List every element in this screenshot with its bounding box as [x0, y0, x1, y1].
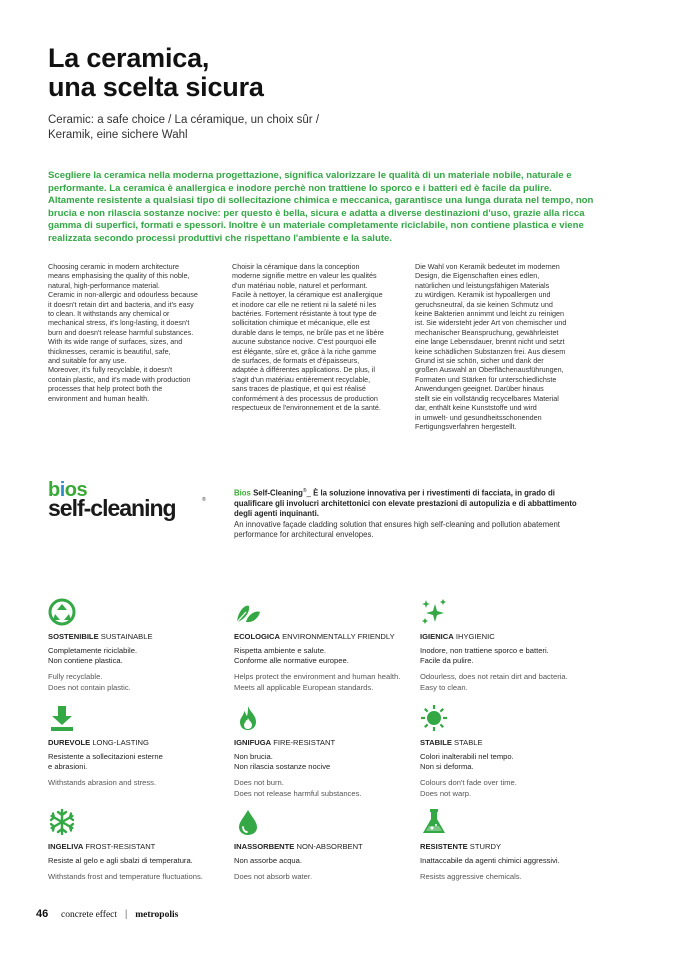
feature-line-it: Non si deforma. — [420, 762, 474, 772]
feature-title-it: SOSTENIBILE — [48, 632, 99, 641]
column-line: sans traces de plastique, et qui est réalisé — [232, 384, 366, 394]
feature-line-en: Does not warp. — [420, 788, 472, 798]
column-line: d'un matériau noble, naturel et performant. — [232, 280, 368, 290]
bios-description-en: An innovative façade cladding solution that ensures high self-cleaning and pollution abatement performance for architectural envelopes. — [234, 520, 560, 540]
magazine-name: concrete effect — [61, 910, 118, 920]
column-line: contain plastic, and it's made with production — [48, 374, 191, 384]
column-line: zu würdigen. Keramik ist hypoallergen und — [415, 290, 551, 300]
feature-line-en: Does not release harmful substances. — [234, 788, 362, 798]
title-line-2: una scelta sicura — [48, 72, 264, 102]
feature-line-it: Non rilascia sostanze nocive — [234, 762, 331, 772]
feature-text-en — [420, 872, 522, 882]
feature-title — [48, 632, 153, 641]
feature-line-it: Inattaccabile da agenti chimici aggressivi. — [420, 856, 560, 865]
column-line: in umwelt- und gesundheitsschonenden — [415, 412, 542, 422]
feature-text-it — [48, 752, 163, 772]
feature-title-it: STABILE — [420, 738, 452, 747]
recycle-icon — [48, 598, 76, 626]
column-line: natural, high-performance material. — [48, 280, 160, 290]
feature-text-en — [234, 672, 400, 692]
feature-title — [48, 738, 149, 747]
column-line: Formaten und Stärken für unterschiedlichste — [415, 374, 557, 384]
feature-line-en: Withstands abrasion and stress. — [48, 778, 157, 788]
column-line: natürlichen und leistungsfähigen Materials — [415, 280, 550, 290]
feature-line-en: Fully recyclable. — [48, 672, 103, 682]
column-line: aucune substance nocive. C'est pourquoi elle — [232, 337, 377, 347]
column-line: Fertigungsverfahren hergestellt. — [415, 421, 517, 431]
column-line: großen Auswahl an Oberflächenausführungen, — [415, 365, 564, 375]
column-line: respectueux de l'environnement et de la santé. — [232, 403, 381, 413]
column-line: Grund ist sie schön, sicher und dank der — [415, 356, 544, 366]
bios-product: Self-Cleaning — [253, 488, 303, 498]
subtitle-line-1: Ceramic: a safe choice / La céramique, un choix sûr / — [48, 114, 320, 126]
page-number: 46 — [36, 908, 49, 920]
feature-line-en: Does not burn. — [234, 778, 284, 788]
feature-text-it — [48, 646, 137, 666]
column-line: Design, die Eigenschaften eines edlen, — [415, 271, 540, 281]
feature-line-en: Withstands frost and temperature fluctuations. — [48, 872, 203, 882]
feature-line-it: Non contiene plastica. — [48, 656, 123, 666]
column-line: Moreover, it's fully recyclable, it doesn't — [48, 365, 173, 375]
feature-title — [420, 842, 501, 851]
column-line: Die Wahl von Keramik bedeutet im modernen — [415, 262, 560, 271]
feature-text-en — [48, 778, 156, 788]
subtitle — [48, 113, 378, 143]
feature-text-it — [48, 856, 193, 866]
column-line: bactéries. Fortement résistante à tout type de — [232, 309, 377, 319]
feature-line-en: Resists aggressive chemicals. — [420, 872, 522, 882]
column-line: and suitable for any use. — [48, 356, 127, 366]
feature-text-it — [420, 646, 549, 666]
feature-title-it: INASSORBENTE — [234, 842, 295, 851]
feature-text-en — [48, 672, 131, 692]
feature-title-en: STURDY — [467, 842, 502, 851]
feature-text-en — [420, 672, 568, 692]
column-line: conformément à des processus de production — [232, 393, 378, 403]
column-line: keine Bakterien annimmt und leicht zu reinigen — [415, 309, 565, 319]
feature-title-it: INGELIVA — [48, 842, 84, 851]
flask-icon — [420, 808, 448, 836]
column-line: it doesn't retain dirt and bacteria, and it's easy — [48, 299, 194, 309]
feature-line-en: Meets all applicable European standards. — [234, 682, 374, 692]
feature-text-it — [420, 856, 560, 866]
bios-description-text: È la soluzione innovativa per i rivestimenti di facciata, in grado di qualificare gli involucri architettonici con elevate prestazioni di autopulizia e di abbattimento degli agenti inquinanti. — [234, 488, 577, 518]
feature-title-en: FROST-RESISTANT — [83, 842, 156, 851]
feature-line-en: Odourless, does not retain dirt and bacteria. — [420, 672, 568, 682]
column-line: With its wide range of surfaces, sizes, and — [48, 337, 183, 347]
column-line: Ceramic in non-allergic and odourless because — [48, 290, 198, 300]
sparkle-icon — [420, 598, 448, 626]
feature-title-en: IHYGIENIC — [453, 632, 495, 641]
logo-self-cleaning: self-cleaning — [48, 495, 176, 521]
feature-title — [234, 842, 363, 851]
feature-title — [420, 632, 495, 641]
flame-icon — [234, 704, 262, 732]
feature-line-it: Resiste al gelo e agli sbalzi di temperatura. — [48, 856, 193, 865]
feature-title-it: ECOLOGICA — [234, 632, 280, 641]
column-line: mechanical stress, it's long-lasting, it doesn't — [48, 318, 190, 328]
column-line: dar, enthält keine Kunststoffe und wird — [415, 403, 537, 413]
feature-line-it: Resistente a sollecitazioni esterne — [48, 752, 163, 761]
leaves-icon — [234, 598, 262, 626]
bios-brand: Bios — [234, 488, 251, 498]
column-line: keine schädlichen Substanzen frei. Aus diesem — [415, 346, 566, 356]
feature-text-en — [234, 872, 312, 882]
footer-separator: | — [124, 909, 128, 920]
column-english — [48, 262, 220, 403]
sun-icon — [420, 704, 448, 732]
page-title — [48, 44, 264, 102]
column-line: adaptée à différentes applications. De plus, il — [232, 365, 375, 375]
column-line: mechanischer Beanspruchung, gewährleistet — [415, 327, 559, 337]
column-line: environment and human health. — [48, 393, 150, 403]
feature-line-it: Non brucia. — [234, 752, 273, 761]
bios-description-it: Bios Self-Cleaning®_ È la soluzione innovativa per i rivestimenti di facciata, in grado di qualificare gli involucri architettonici con elevate prestazioni di autopulizia e di abbattimento degli agenti inquinanti. — [234, 488, 577, 518]
column-line: ist. Sie widersteht jeder Art von chemischer und — [415, 318, 567, 328]
feature-text-it — [234, 856, 302, 866]
column-line: et inodore car elle ne retient ni la saleté ni les — [232, 299, 377, 309]
feature-title — [234, 738, 335, 747]
feature-title — [420, 738, 483, 747]
column-line: Choisir la céramique dans la conception — [232, 262, 360, 271]
bios-self-cleaning-logo — [48, 479, 208, 525]
feature-line-en: Colours don't fade over time. — [420, 778, 517, 788]
feature-line-it: e abrasioni. — [48, 762, 88, 772]
feature-line-en: Does not contain plastic. — [48, 682, 131, 692]
column-line: means emphasising the quality of this noble, — [48, 271, 190, 281]
feature-line-en: Does not absorb water. — [234, 872, 313, 882]
download-arrow-icon — [48, 704, 76, 732]
logo-bios: bios — [48, 479, 88, 501]
column-line: eine lange Lebensdauer, brennt nicht und setzt — [415, 337, 565, 347]
column-line: de surfaces, de formats et d'épaisseurs, — [232, 356, 360, 366]
feature-title — [234, 632, 395, 641]
feature-title-it: DUREVOLE — [48, 738, 91, 747]
feature-title — [48, 842, 155, 851]
column-line: moderne signifie mettre en valeur les qualités — [232, 271, 377, 281]
lead-paragraph: Scegliere la ceramica nella moderna progettazione, significa valorizzare le qualità di un materiale nobile, naturale e performante. La ceramica è anallergica e inodore perchè non trattiene lo sporco e i batteri ed è facile da pulire. Altamente resistente a qualsiasi tipo di sollecitazione chimica e meccanica, garantisce una lunga durata nel tempo, non brucia e non rilascia sostanze nocive: per questo è bella, sicura e adatta a diverse destinazioni d'uso, grazie alla ricca gamma di superfici, formati e spessori. Inoltre è un materiale completamente riciclabile, non contiene plastica e viene realizzata secondo processi produttivi che rispettano l'ambiente e la salute. — [48, 170, 594, 244]
feature-title-en: NON-ABSORBENT — [294, 842, 363, 851]
subtitle-line-2: Keramik, eine sichere Wahl — [48, 129, 188, 141]
column-line: to clean. It withstands any chemical or — [48, 309, 170, 319]
feature-line-it: Colori inalterabili nel tempo. — [420, 752, 514, 761]
logo-registered-mark: ® — [202, 497, 206, 503]
feature-text-en — [234, 778, 361, 798]
title-line-1: La ceramica, — [48, 43, 210, 73]
feature-title-it: IGIENICA — [420, 632, 454, 641]
feature-text-it — [420, 752, 514, 772]
feature-title-it: RESISTENTE — [420, 842, 468, 851]
feature-line-en: Easy to clean. — [420, 682, 468, 692]
column-line: burn and doesn't release harmful substances. — [48, 327, 194, 337]
column-german — [415, 262, 587, 431]
feature-line-en: Helps protect the environment and human health. — [234, 672, 401, 682]
column-line: est élégante, sûre et, grâce à la riche gamme — [232, 346, 377, 356]
water-drop-icon — [234, 808, 262, 836]
feature-title-en: STABLE — [451, 738, 483, 747]
column-line: processes that help protect both the — [48, 384, 163, 394]
feature-text-it — [234, 752, 330, 772]
page-footer — [36, 908, 178, 920]
column-line: Anwendungen geeignet. Darüber hinaus — [415, 384, 544, 394]
feature-text-en — [420, 778, 517, 798]
feature-title-en: SUSTAINABLE — [98, 632, 153, 641]
column-line: durable dans le temps, ne brûle pas et ne libère — [232, 327, 384, 337]
feature-line-it: Conforme alle normative europee. — [234, 656, 349, 666]
feature-line-it: Facile da pulire. — [420, 656, 474, 666]
collection-name: metropolis — [135, 910, 179, 920]
column-line: geruchsneutral, da sie keinen Schmutz und — [415, 299, 553, 309]
feature-line-it: Completamente riciclabile. — [48, 646, 138, 655]
column-line: sollicitation chimique et mécanique, elle est — [232, 318, 370, 328]
column-line: Facile à nettoyer, la céramique est anallergique — [232, 290, 383, 300]
bios-product-mark: ® — [302, 488, 307, 494]
feature-line-it: Non assorbe acqua. — [234, 856, 302, 865]
snowflake-icon — [48, 808, 76, 836]
feature-text-en — [48, 872, 203, 882]
feature-text-it — [234, 646, 349, 666]
feature-title-it: IGNIFUGA — [234, 738, 272, 747]
column-french — [232, 262, 404, 413]
feature-title-en: ENVIRONMENTALLY FRIENDLY — [280, 632, 395, 641]
column-line: Choosing ceramic in modern architecture — [48, 262, 180, 271]
column-line: s'agit d'un matériau entièrement recyclable, — [232, 374, 371, 384]
feature-line-it: Inodore, non trattiene sporco e batteri. — [420, 646, 549, 655]
feature-line-it: Rispetta ambiente e salute. — [234, 646, 327, 655]
column-line: stellt sie ein vollständig recycelbares Material — [415, 393, 559, 403]
feature-title-en: LONG-LASTING — [90, 738, 149, 747]
column-line: thicknesses, ceramic is beautiful, safe, — [48, 346, 171, 356]
feature-title-en: FIRE-RESISTANT — [271, 738, 336, 747]
